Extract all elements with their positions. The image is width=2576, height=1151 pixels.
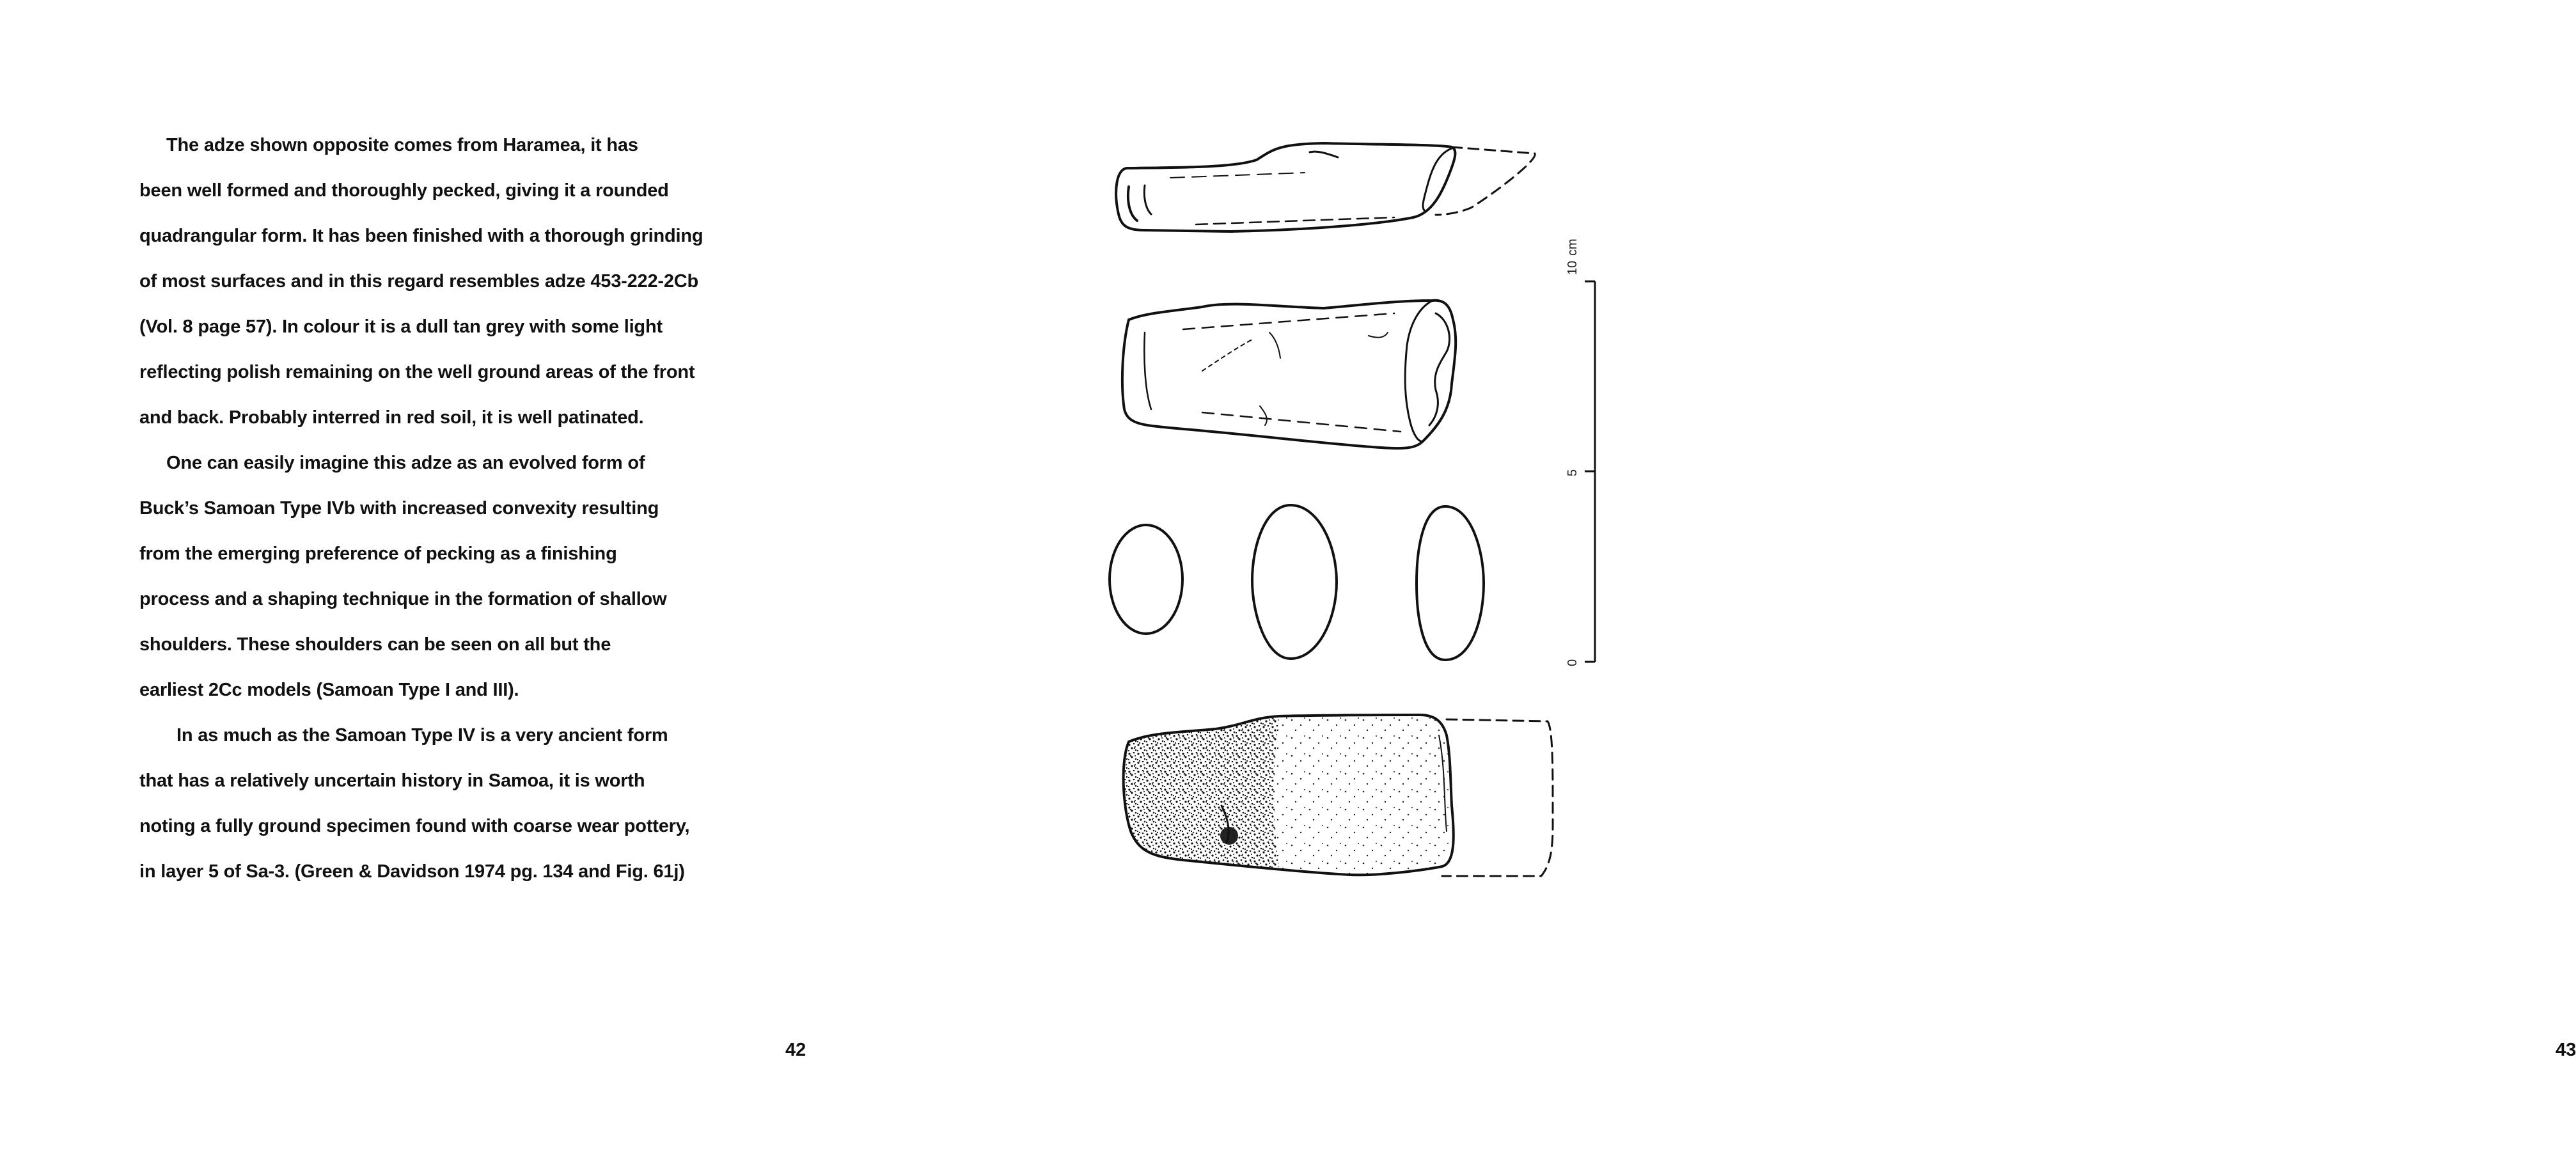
page-number-left: 42 [785, 1040, 806, 1060]
body-text [139, 123, 753, 895]
text-line: In as much as the Samoan Type IV is a very ancient form [177, 725, 668, 746]
text-line: Buck’s Samoan Type IVb with increased convexity resulting [139, 498, 659, 519]
text-line: earliest 2Cc models (Samoan Type I and III). [139, 680, 519, 700]
text-line: One can easily imagine this adze as an evolved form of [166, 453, 645, 473]
text-line: shoulders. These shoulders can be seen on all but the [139, 634, 611, 655]
text-line: of most surfaces and in this regard resembles adze 453-222-2Cb [139, 271, 699, 292]
text-line: reflecting polish remaining on the well ground areas of the front [139, 362, 695, 382]
page-number-right: 43 [2556, 1040, 2576, 1060]
text-line: The adze shown opposite comes from Haramea, it has [166, 135, 638, 155]
right-page [895, 0, 2576, 1151]
text-line: and back. Probably interred in red soil, it is well patinated. [139, 407, 644, 428]
text-line: process and a shaping technique in the formation of shallow [139, 589, 667, 609]
text-line: been well formed and thoroughly pecked, giving it a rounded [139, 180, 669, 201]
text-line: (Vol. 8 page 57). In colour it is a dull tan grey with some light [139, 317, 663, 337]
scale-label-10: 10 [1566, 260, 1580, 275]
text-line: from the emerging preference of pecking as a finishing [139, 544, 617, 564]
scale-label-5: 5 [1566, 469, 1580, 476]
text-line: in layer 5 of Sa-3. (Green & Davidson 1974 pg. 134 and Fig. 61j) [139, 861, 685, 882]
text-line: noting a fully ground specimen found with coarse wear pottery, [139, 816, 690, 836]
scale-unit-cm: cm [1566, 239, 1580, 256]
text-line: quadrangular form. It has been finished with a thorough grinding [139, 226, 703, 246]
scale-label-0: 0 [1566, 659, 1580, 666]
left-page [0, 0, 895, 1151]
text-line: that has a relatively uncertain history in Samoa, it is worth [139, 771, 645, 791]
